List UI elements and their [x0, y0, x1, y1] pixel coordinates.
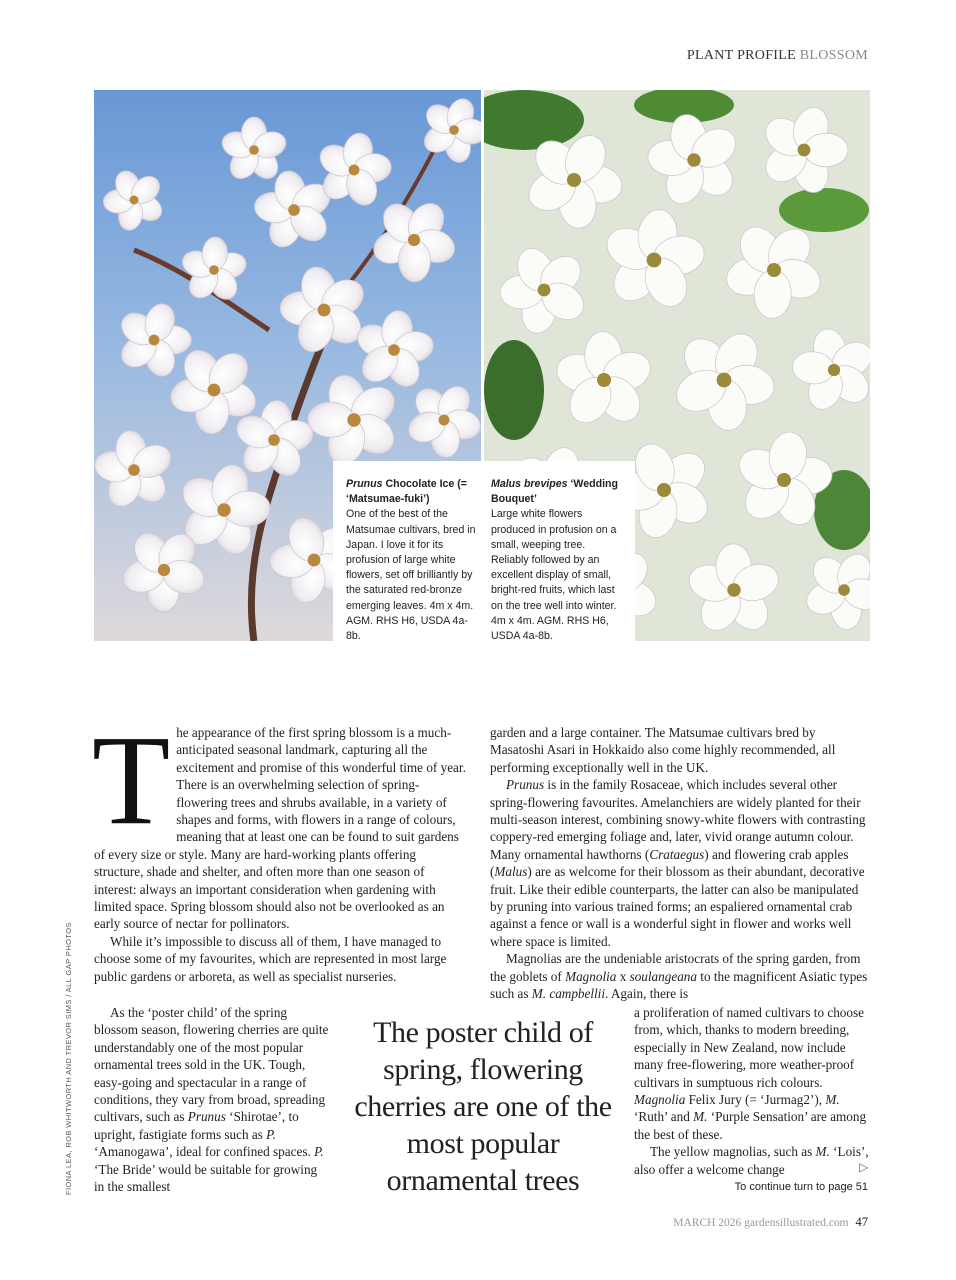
caption-prunus-title	[346, 477, 478, 507]
caption-malus-species: Malus brevipes	[491, 478, 568, 490]
footer-site: gardensillustrated.com	[744, 1217, 849, 1229]
photo-credit: FIONA LEA, ROB WHITWORTH AND TREVOR SIMS / ALL GAP PHOTOS	[64, 922, 73, 1195]
pull-quote: The poster child of spring, flowering cherries are one of the most popular ornamental trees	[354, 1016, 612, 1197]
paragraph-cherries: As the ‘poster child’ of the spring blossom season, flowering cherries are quite understandably one of the most popular ornamental trees sold in the UK. Tough, easy-going and spectacular in a range of conditions, they vary from broad, spreading cultivars, such as Prunus ‘Shirotae’, to upright, fastigiate forms such as P. ‘Amanogawa’, ideal for confined spaces. P. ‘The Bride’ would be suitable for growing in the smallest	[94, 1005, 329, 1195]
paragraph-intro	[92, 709, 468, 933]
paragraph-intro-text: he appearance of the first spring blossom is a much-anticipated seasonal landmark, capturing all the excitement and promise of this wonderful time of year. There is an overwhelming selection of spring-flowering trees and shrubs available, in a variety of shapes and forms, with flowers in a range of colours, meaning that at least one can be found to suit gardens of every size or style. Many are hard-working plants offering structure, shade and shelter, and often more than one season of interest: always an important consideration when gardening with limited space. Spring blossom should also not be overlooked as an early source of nectar for pollinators.	[94, 725, 466, 932]
paragraph-favourites: While it’s impossible to discuss all of them, I have managed to choose some of my favourites, which are represented in most large public gardens or arboreta, as well as specialist nurseries.	[94, 933, 447, 984]
article-column-left-lower	[94, 1004, 330, 1195]
subsection-label: BLOSSOM	[799, 48, 868, 63]
paragraph-matsumae: garden and a large container. The Matsumae cultivars bred by Masatoshi Asari in Hokkaido also come highly recommended, all performing exceptionally well in the UK.	[490, 725, 836, 775]
paragraph-magnolias: Magnolias are the undeniable aristocrats of the spring garden, from the goblets of Magnolia x soulangeana to the magnificent Asiatic types such as M. campbellii. Again, there is	[490, 951, 868, 1002]
caption-malus-text: Large white flowers produced in profusion on a small, weeping tree. Reliably followed by an excellent display of small, bright-red fruits, which last on the tree well into winter. 4m x 4m. AGM. RHS H6, USDA 4a-8b.	[491, 508, 617, 643]
caption-prunus-text: One of the best of the Matsumae cultivars, bred in Japan. I love it for its profusion of large white flowers, set off brilliantly by the saturated red-bronze emerging leaves. 4m x 4m. AGM. RHS H6, USDA 4a-8b.	[346, 508, 476, 643]
drop-cap: T	[92, 709, 171, 851]
caption-prunus	[346, 477, 478, 644]
caption-box	[333, 461, 635, 641]
page-footer	[673, 1215, 868, 1230]
article-column-right	[490, 724, 868, 1003]
section-header	[687, 48, 868, 64]
continue-arrow-icon: ▷	[859, 1160, 869, 1174]
caption-malus-title	[491, 477, 623, 507]
paragraph-cultivars: a proliferation of named cultivars to choose from, which, thanks to modern breeding, especially in New Zealand, now include many free-flowering, more weather-proof cultivars in sumptuous rich colours. Magnolia Felix Jury (= ‘Jurmag2’), M. ‘Ruth’ and M. ‘Purple Sensation’ are among the best of these.	[634, 1005, 867, 1142]
paragraph-yellow-magnolias: The yellow magnolias, such as M. ‘Lois’, also offer a welcome change	[634, 1144, 869, 1177]
caption-malus	[491, 477, 623, 644]
page-number: 47	[855, 1215, 868, 1229]
footer-issue: MARCH 2026	[673, 1217, 742, 1229]
caption-malus-cultivar: ‘Wedding Bouquet’	[491, 478, 618, 506]
article-column-right-lower	[634, 1004, 870, 1178]
section-label: PLANT PROFILE	[686, 48, 796, 63]
caption-prunus-cultivar: Chocolate Ice (= ‘Matsumae-fuki’)	[346, 478, 467, 506]
continue-note: To continue turn to page 51	[734, 1181, 868, 1193]
paragraph-rosaceae: Prunus is in the family Rosaceae, which includes several other spring-flowering favourites. Amelanchiers are widely planted for their multi-season interest, combining snowy-white flowers with contrasting coppery-red emerging foliage and, later, vivid orange autumn colour. Many ornamental hawthorns (Crataegus) and flowering crab apples (Malus) are as welcome for their blossom as their abundant, decorative fruit. Like their edible counterparts, the latter can also be manipulated by pruning into various trained forms; an espaliered ornamental crab against a fence or wall is a wonderful sight in flower and works well where space is limited.	[490, 777, 866, 949]
caption-prunus-genus: Prunus	[346, 478, 383, 490]
article-column-left	[92, 709, 468, 985]
